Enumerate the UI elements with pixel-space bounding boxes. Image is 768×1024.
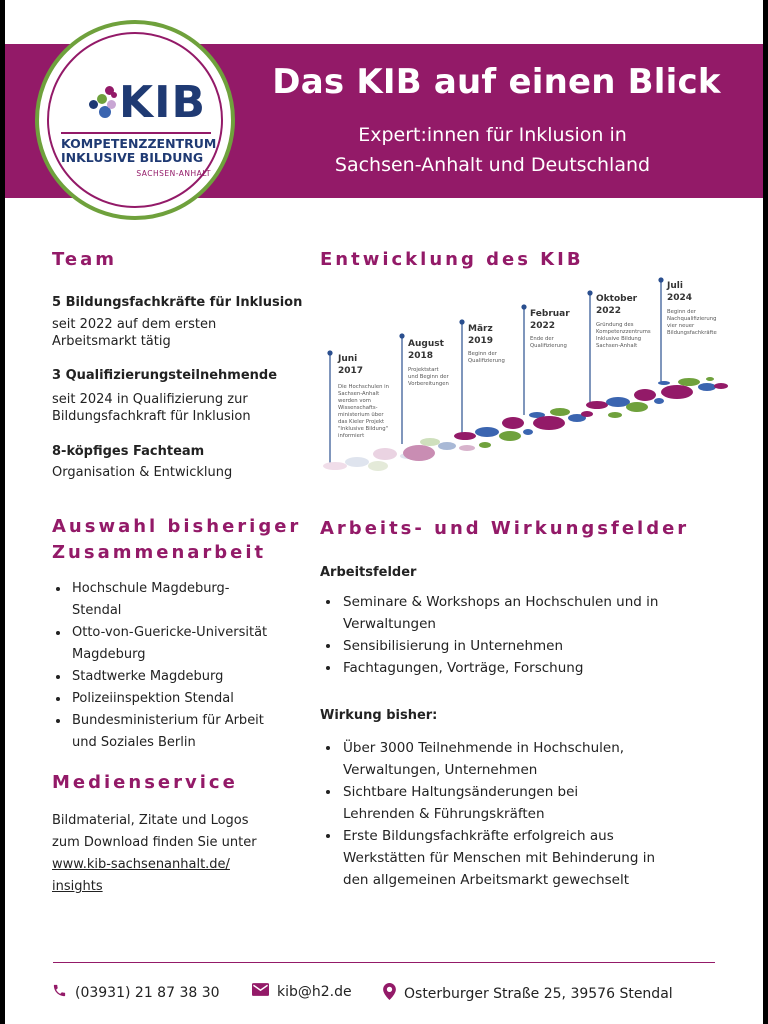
timeline-desc-line: Wissenschafts- (338, 405, 378, 411)
list-item (341, 657, 731, 679)
team-item-desc: Arbeitsmarkt tätig (52, 334, 171, 349)
timeline-ellipse (661, 385, 693, 399)
list-item-text: Lehrenden & Führungskräften (343, 806, 545, 822)
page-title: Das KIB auf einen Blick (272, 62, 721, 102)
timeline-ellipse (654, 398, 664, 404)
timeline-heading: Entwicklung des KIB (320, 249, 584, 270)
list-item-text: Bundesministerium für Arbeit (72, 713, 264, 728)
timeline-desc-line: Die Hochschulen in (338, 384, 389, 390)
timeline-desc-line: Beginn der (667, 309, 696, 315)
timeline-event-month: Juni (338, 354, 358, 364)
footer-address[interactable] (383, 983, 673, 1005)
timeline-event-date (408, 338, 444, 362)
timeline-event-date (530, 308, 570, 332)
media-download-link[interactable]: insights (52, 879, 103, 894)
list-item-text: und Soziales Berlin (72, 735, 196, 750)
cooperation-heading-line-1: Auswahl bisheriger (52, 516, 302, 537)
team-item-desc: Organisation & Entwicklung (52, 465, 233, 480)
timeline-ellipse (403, 445, 435, 461)
list-item-text: Verwaltungen, Unternehmen (343, 762, 538, 778)
timeline-stem-dot (659, 278, 663, 282)
media-download-link[interactable]: www.kib-sachsenanhalt.de/ (52, 857, 230, 872)
media-heading: Medienservice (52, 772, 238, 793)
list-item (341, 737, 731, 781)
timeline-event-year: 2022 (530, 321, 556, 331)
list-item-text: Stendal (72, 603, 122, 618)
timeline-desc-line: vier neuer (667, 323, 695, 329)
timeline-event-desc (596, 322, 651, 350)
list-item (341, 825, 731, 891)
timeline-stem-dot (460, 320, 464, 324)
timeline-ellipse (523, 429, 533, 435)
list-item-text: Magdeburg (72, 647, 146, 662)
timeline-ellipse (373, 448, 397, 460)
timeline-event-year: 2019 (468, 336, 494, 346)
list-item-text: Werkstätten für Menschen mit Behinderung in (343, 850, 656, 866)
timeline-ellipse (454, 432, 476, 440)
list-item-text: Otto-von-Guericke-Universität (72, 625, 268, 640)
timeline-desc-line: Sachsen-Anhalt (596, 343, 638, 349)
timeline-desc-line: Ende der (530, 336, 554, 342)
timeline-stem-dot (588, 291, 592, 295)
footer-email-text: kib@h2.de (277, 984, 352, 1000)
timeline-event-desc (468, 351, 505, 365)
timeline-event-month: März (468, 324, 493, 334)
timeline-desc-line: Nachqualifizierung (667, 316, 717, 322)
timeline-desc-line: Inklusive Bildung (596, 336, 642, 342)
list-item (70, 666, 310, 688)
impact-list (323, 737, 731, 891)
timeline-desc-line: und Beginn der (408, 374, 449, 380)
timeline-ellipse (658, 381, 670, 385)
phone-icon (52, 983, 67, 1003)
timeline-ellipse (698, 383, 716, 391)
timeline-ellipse (323, 462, 347, 470)
list-item-text: Seminare & Workshops an Hochschulen und in (343, 594, 659, 610)
timeline-event-desc (667, 309, 717, 337)
timeline-desc-line: Kompetenzzentrums (596, 329, 651, 335)
timeline-event-desc (408, 367, 449, 388)
timeline-desc-line: ministerium über (338, 412, 384, 418)
timeline-event-year: 2018 (408, 351, 434, 361)
timeline-event-date (338, 353, 363, 377)
timeline-desc-line: Gründung des (596, 322, 634, 328)
list-item-text: Sichtbare Haltungsänderungen bei (343, 784, 579, 800)
timeline-event-desc (530, 336, 567, 350)
timeline-ellipse (438, 442, 456, 450)
list-item (70, 622, 310, 666)
timeline-ellipse (459, 445, 475, 451)
page-subtitle (305, 120, 680, 180)
list-item-text: Verwaltungen (343, 616, 436, 632)
list-item-text: Erste Bildungsfachkräfte erfolgreich aus (343, 828, 614, 844)
team-item-title: 8-köpfiges Fachteam (52, 444, 205, 459)
team-item-desc: seit 2022 auf dem ersten (52, 317, 217, 332)
timeline-event-month: Februar (530, 309, 570, 319)
timeline-event-month: Juli (667, 281, 683, 291)
timeline-ellipse (499, 431, 521, 441)
team-item-title: 5 Bildungsfachkräfte für Inklusion (52, 295, 303, 310)
logo-dot (97, 94, 107, 104)
logo-line-2: INKLUSIVE BILDUNG (61, 150, 204, 165)
footer-address-text: Osterburger Straße 25, 39576 Stendal (404, 986, 673, 1002)
timeline-event-month: Oktober (596, 294, 638, 304)
media-text-line: Bildmaterial, Zitate und Logos (52, 813, 249, 828)
timeline-ellipse (345, 457, 369, 467)
footer-email[interactable] (252, 983, 352, 1001)
timeline-ellipse (586, 401, 608, 409)
timeline-event-year: 2024 (667, 293, 693, 303)
timeline-desc-line: Sachsen-Anhalt (338, 391, 380, 397)
page (5, 0, 763, 1024)
timeline-desc-line: Bildungsfachkräfte (667, 330, 717, 336)
timeline-desc-line: das Kieler Projekt (338, 419, 385, 425)
work-fields-list (323, 591, 731, 679)
timeline-ellipse (634, 389, 656, 401)
timeline-desc-line: "Inklusive Bildung" (338, 426, 389, 432)
logo-dot (111, 92, 117, 98)
kib-logo (35, 20, 235, 220)
media-text (52, 810, 257, 898)
subtitle-line-1: Expert:innen für Inklusion in (358, 124, 627, 146)
timeline-ellipse (420, 438, 440, 446)
list-item (70, 578, 310, 622)
timeline-ellipse (475, 427, 499, 437)
timeline-desc-line: informiert (338, 433, 365, 439)
list-item-text: Sensibilisierung in Unternehmen (343, 638, 564, 654)
timeline-desc-line: Vorbereitungen (408, 381, 449, 387)
footer-divider (53, 962, 715, 963)
timeline-desc-line: Qualifizierung (530, 343, 567, 349)
timeline-stem-dot (328, 351, 332, 355)
timeline-ellipse (581, 411, 593, 417)
cooperation-heading (52, 514, 301, 566)
fields-heading: Arbeits- und Wirkungsfelder (320, 518, 690, 539)
timeline-stem-dot (522, 305, 526, 309)
list-item (341, 781, 731, 825)
cooperation-list (52, 578, 310, 754)
timeline-event-desc (338, 384, 389, 440)
team-heading: Team (52, 249, 117, 270)
logo-abbr: KIB (119, 77, 207, 128)
timeline-ellipse (502, 417, 524, 429)
logo-line-1: KOMPETENZZENTRUM (61, 136, 217, 151)
media-text-line: zum Download finden Sie unter (52, 835, 257, 850)
timeline-desc-line: Beginn der (468, 351, 497, 357)
timeline-stem-dot (400, 334, 404, 338)
team-item-desc: Bildungsfachkraft für Inklusion (52, 409, 251, 424)
timeline-event-year: 2017 (338, 366, 364, 376)
timeline-ellipse (550, 408, 570, 416)
timeline-ellipse (706, 377, 714, 381)
timeline-event-date (468, 323, 493, 347)
list-item (341, 591, 731, 635)
timeline-event-month: August (408, 339, 444, 349)
timeline-ellipse (714, 383, 728, 389)
timeline-ellipse (626, 402, 648, 412)
timeline-event-date (667, 280, 692, 304)
timeline-desc-line: Qualifizierung (468, 358, 505, 364)
list-item-text: den allgemeinen Arbeitsmarkt gewechselt (343, 872, 629, 888)
impact-heading: Wirkung bisher: (320, 708, 438, 723)
timeline-desc-line: Projektstart (408, 367, 439, 373)
list-item-text: Stadtwerke Magdeburg (72, 669, 224, 684)
timeline-ellipse (606, 397, 630, 407)
timeline-ellipse (479, 442, 491, 448)
timeline-event-date (596, 293, 637, 317)
list-item (70, 688, 310, 710)
list-item (70, 710, 310, 754)
list-item-text: Polizeiinspektion Stendal (72, 691, 234, 706)
cooperation-heading-line-2: Zusammenarbeit (52, 542, 267, 563)
logo-rule (61, 132, 211, 134)
list-item-text: Über 3000 Teilnehmende in Hochschulen, (343, 740, 625, 756)
work-fields-heading: Arbeitsfelder (320, 565, 417, 580)
timeline-event-year: 2022 (596, 306, 622, 316)
list-item-text: Hochschule Magdeburg- (72, 581, 230, 596)
logo-line-3: SACHSEN-ANHALT (136, 169, 211, 178)
team-item-desc: seit 2024 in Qualifizierung zur (52, 392, 248, 407)
team-item-title: 3 Qualifizierungsteilnehmende (52, 368, 278, 383)
list-item (341, 635, 731, 657)
footer-phone[interactable] (52, 983, 220, 1003)
timeline-ellipse (678, 378, 700, 386)
location-pin-icon (383, 983, 396, 1005)
timeline-ellipse (368, 461, 388, 471)
timeline-ellipse (533, 416, 565, 430)
logo-dot (107, 100, 116, 109)
subtitle-line-2: Sachsen-Anhalt und Deutschland (334, 154, 651, 176)
timeline-ellipse (608, 412, 622, 418)
timeline-desc-line: werden vom (338, 398, 371, 404)
mail-icon (252, 983, 269, 1001)
list-item-text: Fachtagungen, Vorträge, Forschung (343, 660, 584, 676)
footer-phone-text: (03931) 21 87 38 30 (75, 985, 220, 1001)
